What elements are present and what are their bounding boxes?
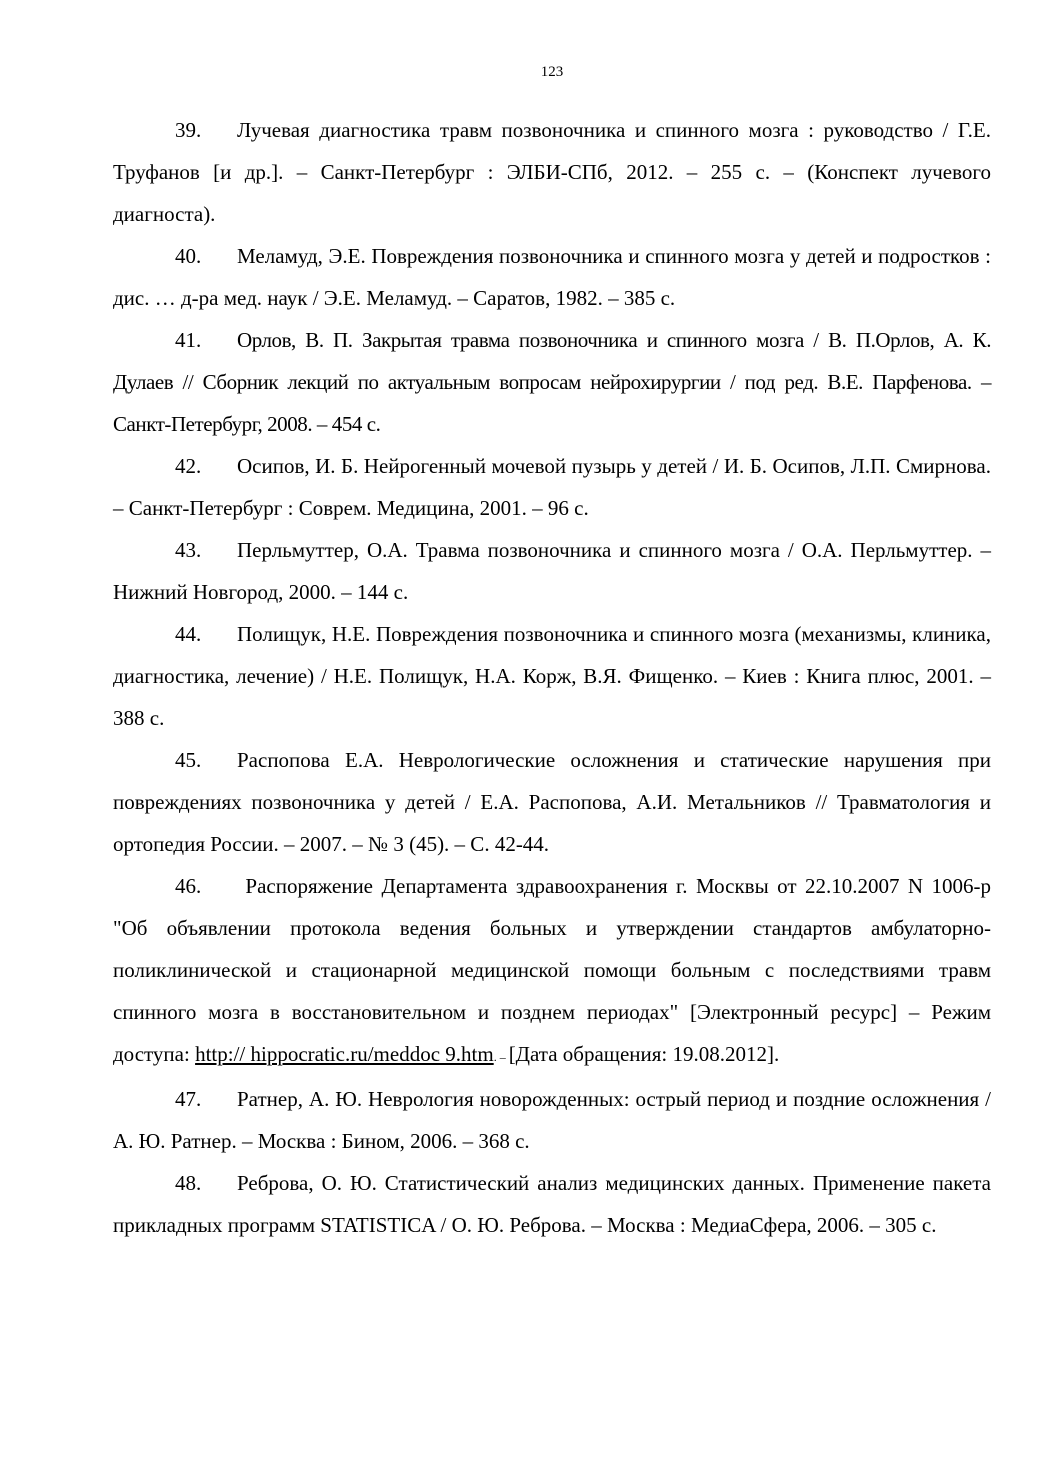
reference-text-after-link: [Дата обращения: 19.08.2012]. bbox=[508, 1042, 780, 1066]
reference-item-41 bbox=[113, 319, 991, 445]
reference-item-40 bbox=[113, 235, 991, 319]
reference-text: Орлов, В. П. Закрытая травма позвоночника и спинного мозга / В. П.Орлов, А. К. Дулаев // Сборник лекций по актуальным вопросам нейрохирургии / под ред. В.Е. Парфенова. – Санкт-Петербург, 2008. – 454 с. bbox=[113, 328, 991, 436]
reference-number: 41. bbox=[175, 328, 202, 352]
reference-item-48 bbox=[113, 1162, 991, 1246]
reference-text: Ратнер, А. Ю. Неврология новорожденных: острый период и поздние осложнения / А. Ю. Ратнер. – Москва : Бином, 2006. – 368 с. bbox=[113, 1087, 991, 1153]
reference-link[interactable]: http:// hippocratic.ru/meddoc 9.htm bbox=[195, 1042, 494, 1066]
reference-text: Распопова Е.А. Неврологические осложнения и статические нарушения при повреждениях позвоночника у детей / Е.А. Распопова, А.И. Метальников // Травматология и ортопедия России. – 2007. – № 3 (45). – С. 42-44. bbox=[113, 748, 991, 856]
reference-text: Перльмуттер, О.А. Травма позвоночника и спинного мозга / О.А. Перльмуттер. – Нижний Новгород, 2000. – 144 с. bbox=[113, 538, 991, 604]
reference-number: 39. bbox=[175, 118, 202, 142]
reference-text: Меламуд, Э.Е. Повреждения позвоночника и спинного мозга у детей и подростков : дис. … д-ра мед. наук / Э.Е. Меламуд. – Саратов, 1982. – 385 с. bbox=[113, 244, 991, 310]
reference-item-42 bbox=[113, 445, 991, 529]
reference-text: Осипов, И. Б. Нейрогенный мочевой пузырь у детей / И. Б. Осипов, Л.П. Смирнова. – Санкт-Петербург : Соврем. Медицина, 2001. – 96 с. bbox=[113, 454, 991, 520]
reference-text: Полищук, Н.Е. Повреждения позвоночника и спинного мозга (механизмы, клиника, диагностика, лечение) / Н.Е. Полищук, Н.А. Корж, В.Я. Фищенко. – Киев : Книга плюс, 2001. – 388 с. bbox=[113, 622, 991, 730]
reference-number: 44. bbox=[175, 622, 202, 646]
reference-number: 42. bbox=[175, 454, 202, 478]
reference-list bbox=[113, 109, 991, 1246]
reference-text: Распоряжение Департамента здравоохранения г. Москвы от 22.10.2007 N 1006-р "Об объявлении протокола ведения больных и утверждении стандартов амбулаторно-поликлинической и стационарной медицинской помощи больным с последствиями травм спинного мозга в восстановительном и позднем периодах" [Электронный ресурс] – Режим доступа: bbox=[113, 874, 991, 1066]
reference-number: 48. bbox=[175, 1171, 202, 1195]
reference-item-43 bbox=[113, 529, 991, 613]
reference-item-47 bbox=[113, 1078, 991, 1162]
reference-number: 40. bbox=[175, 244, 202, 268]
reference-item-39 bbox=[113, 109, 991, 235]
reference-text: Лучевая диагностика травм позвоночника и спинного мозга : руководство / Г.Е. Труфанов [и др.]. – Санкт-Петербург : ЭЛБИ-СПб, 2012. – 255 с. – (Конспект лучевого диагноста). bbox=[113, 118, 991, 226]
reference-number: 47. bbox=[175, 1087, 202, 1111]
reference-item-46 bbox=[113, 865, 991, 1078]
reference-item-44 bbox=[113, 613, 991, 739]
reference-number: 43. bbox=[175, 538, 202, 562]
reference-small-dash: . – bbox=[493, 1050, 509, 1064]
reference-number: 46. bbox=[175, 874, 202, 898]
page-number: 123 bbox=[540, 64, 564, 80]
reference-item-45 bbox=[113, 739, 991, 865]
reference-number: 45. bbox=[175, 748, 202, 772]
reference-text: Реброва, О. Ю. Статистический анализ медицинских данных. Применение пакета прикладных программ STATISTICA / О. Ю. Реброва. – Москва : МедиаСфера, 2006. – 305 с. bbox=[113, 1171, 991, 1237]
